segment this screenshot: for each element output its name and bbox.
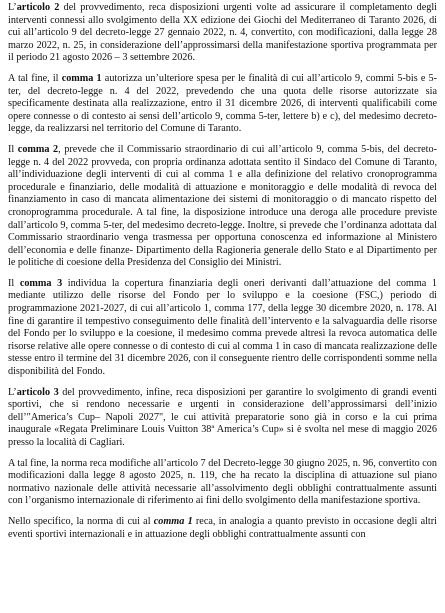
bold-reference (154, 516, 193, 527)
paragraph-comma-2 (8, 144, 437, 270)
body-text: individua la copertura finanziaria degli oneri derivanti dall’attuazione del comma 1 mediante utilizzo delle risorse del Fondo per lo sviluppo e la coesione (FSC,) periodo di programmazione 2021-2027, di cui all’articolo 1, comma 177, della legge 30 dicembre 2020, n. 178. Al fine di garantire il tempestivo conseguimento delle finalità dell’intervento e la salvaguardia delle risorse del Fondo per lo sviluppo e la coesione, il medesimo comma prevede altresì la revoca automatica delle risorse relative alle opere connesse o di contesto di cui al comma 1 in caso di mancata realizzazione delle stesse entro il termine del 31 dicembre 2026, con il conseguente rientro delle corrispondenti somme nella disponibilità del Fondo. (8, 277, 437, 378)
paragraph-articolo-3 (8, 387, 437, 450)
bold-reference: articolo 3 (16, 386, 59, 398)
paragraph-modifiche-articolo-7 (8, 458, 437, 508)
bold-reference: articolo 2 (16, 2, 60, 13)
body-text: A tal fine, la norma reca modifiche all’articolo 7 del Decreto-legge 30 giugno 2025, n. 96, convertito con modificazioni dalla legge 8 agosto 2025, n. 119, che ha recato la disciplina di attuazione sul piano normativo nazionale delle attività necessarie all’assolvimento degli obblighi contrattualmente assunti con l’organismo internazionale di riferimento ai fini dello svolgimento della manifestazione sportiva. (8, 457, 437, 507)
body-text: Nello specifico, la norma di cui al (8, 515, 154, 527)
body-text: Il (8, 143, 18, 155)
body-text: autorizza un’ulteriore spesa per le finalità di cui all’articolo 9, commi 5-bis e 5-ter, del decreto-legge n. 4 del 2022, prevedendo che una quota delle risorse autorizzate sia specificamente destinata alla realizzazione, entro il 31 dicembre 2026, di interventi qualificabili come opere connesse o di contesto ai sensi dell’articolo 9, comma 5-ter, lettere b) e c), del medesimo decreto-legge, da realizzarsi nel territorio del Comune di Taranto. (8, 72, 438, 135)
body-text: A tal fine, il (8, 72, 62, 84)
body-text: reca, in analogia a quanto previsto in occasione degli altri eventi sportivi internazionali e in attuazione degli obblighi contrattualmente assunti con (8, 515, 437, 540)
body-text: , prevede che il Commissario straordinario di cui all’articolo 9, comma 5-bis, del decreto-legge n. 4 del 2022 provveda, con propria ordinanza adottata sentito il Sindaco del Comune di Taranto, all’individuazione degli interventi di cui al comma 1 e alla definizione del relativo cronoprogramma procedurale e finanziario, delle modalità di attuazione e monitoraggio e delle modalità di revoca del finanziamento in caso di mancata alimentazione dei sistemi di monitoraggio o di mancato rispetto del cronoprogramma procedurale. A tal fine, la disposizione introduce una deroga alle procedure previste dall’articolo 9, comma 5-ter, del medesimo decreto-legge. Inoltre, si prevede che l’ordinanza adottata dal Commissario straordinario venga trasmessa per opportuna conoscenza ed informazione al Ministero dell’economia e delle finanze- Dipartimento della Ragioneria generale dello Stato e al Dipartimento per le politiche di coesione della Presidenza del Consiglio dei Ministri. (8, 143, 437, 269)
body-text: Il (8, 277, 20, 289)
emphasis-text: comma 1 (153, 515, 193, 527)
bold-reference: comma 3 (19, 277, 63, 289)
body-text: del provvedimento, reca disposizioni urgenti volte ad assicurare il completamento degli interventi connessi allo svolgimento della XX edizione dei Giochi del Mediterraneo di Taranto 2026, di cui all’articolo 9 del decreto-legge 27 gennaio 2022, n. 4, convertito, con modificazioni, dalla legge 28 marzo 2022, n. 25, in considerazione dell’approssimarsi della manifestazione sportiva programmata per il periodo 21 agosto 2026 – 3 settembre 2026. (8, 2, 437, 64)
paragraph-comma-1 (8, 73, 437, 136)
paragraph-nello-specifico (8, 516, 437, 541)
body-text: L’ (8, 2, 17, 13)
bold-reference: comma 2 (17, 143, 59, 155)
paragraph-articolo-2 (8, 2, 437, 65)
bold-reference: comma 1 (61, 72, 102, 84)
body-text: del provvedimento, infine, reca disposizioni per garantire lo svolgimento di grandi eventi sportivi, che si rendono necessarie e urgenti in considerazione dell’approssimarsi dell’inizio dell’"America’s Cup– Napoli 2027", le cui attività preparatorie sono già in corso e la cui prima inaugurale «Regata Preliminare Louis Vuitton 38ª America’s Cup» si è svolta nel mese di maggio 2026 presso la località di Cagliari. (8, 386, 437, 448)
paragraph-comma-3 (8, 278, 437, 379)
body-text: L’ (8, 386, 17, 398)
